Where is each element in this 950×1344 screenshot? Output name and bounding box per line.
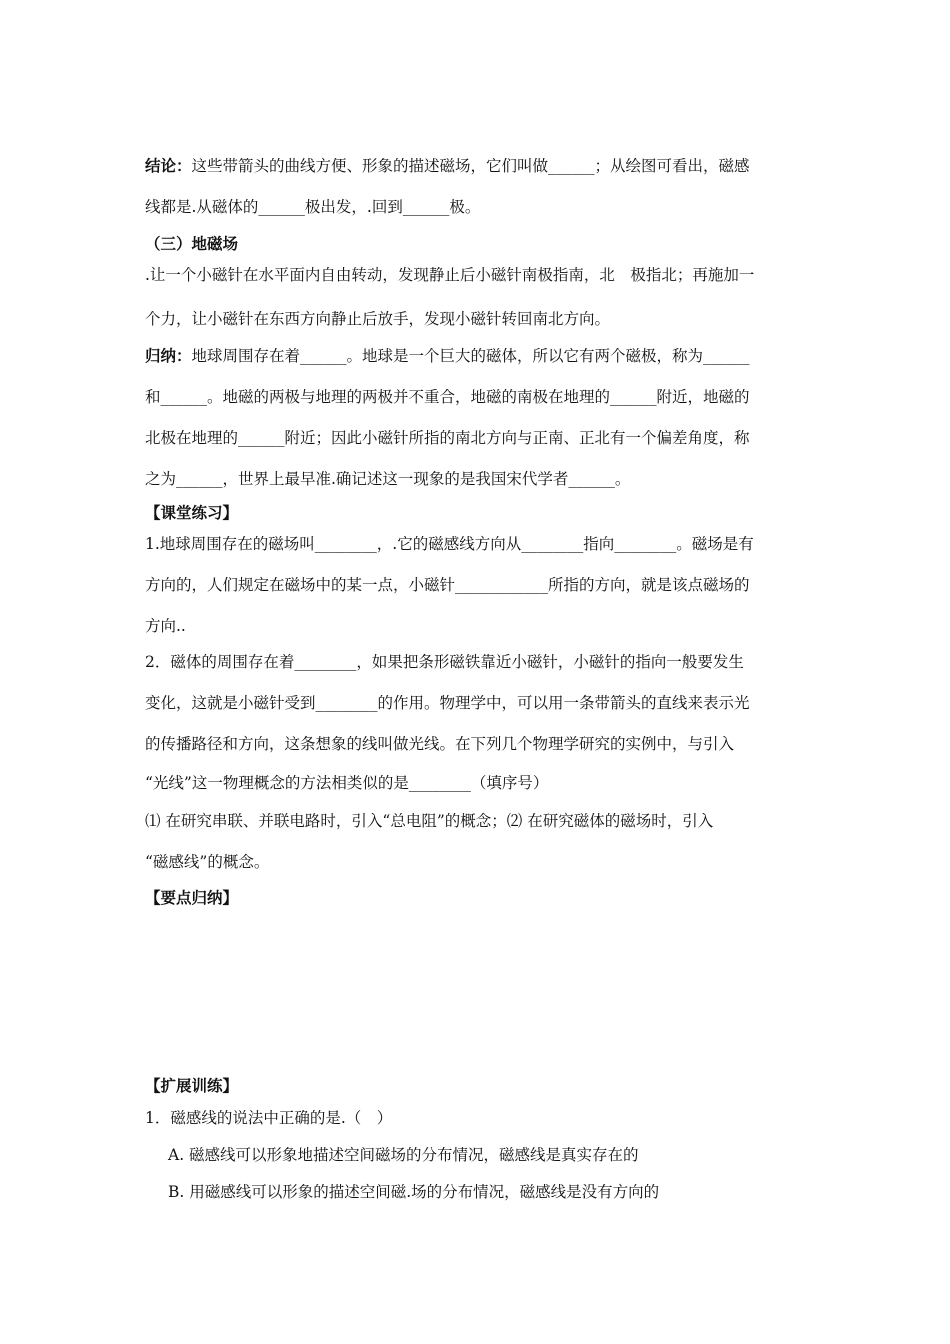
extension-q1-option-b: B. 用磁感线可以形象的描述空间磁.场的分布情况，磁感线是没有方向的 xyxy=(168,1183,660,1201)
induction-line-2: 和______。地磁的两极与地理的两极并不重合，地磁的南极在地理的______附近，地磁的 xyxy=(145,388,750,406)
induction-line-4: 之为______，世界上最早准.确记述这一现象的是我国宋代学者______。 xyxy=(145,470,631,488)
conclusion-label: 结论： xyxy=(145,157,192,175)
induction-line-1 xyxy=(145,346,750,366)
conclusion-text-1: 这些带箭头的曲线方便、形象的描述磁场，它们叫做______；从绘图可看出，磁感 xyxy=(191,157,750,175)
extension-q1-option-a: A. 磁感线可以形象地描述空间磁场的分布情况，磁感线是真实存在的 xyxy=(168,1146,639,1164)
classroom-q2-line-2: 变化，这就是小磁针受到________的作用。物理学中，可以用一条带箭头的直线来表示光 xyxy=(145,694,750,712)
induction-label: 归纳： xyxy=(145,347,192,365)
conclusion-line-2: 线都是.从磁体的______极出发，.回到______极。 xyxy=(145,198,481,216)
extension-training-heading: 【扩展训练】 xyxy=(145,1077,239,1095)
classroom-q1-line-1: 1.地球周围存在的磁场叫________，.它的磁感线方向从________指向________。磁场是有 xyxy=(145,535,754,553)
section3-paragraph-line-1: .让一个小磁针在水平面内自由转动，发现静止后小磁针南极指南，北 极指北；再施加一 xyxy=(145,266,755,284)
induction-text-1: 地球周围存在着______。地球是一个巨大的磁体，所以它有两个磁极，称为______ xyxy=(191,347,750,365)
extension-q1-stem: 1．磁感线的说法中正确的是.（ ） xyxy=(145,1109,393,1127)
section-heading-geomagnetic: （三）地磁场 xyxy=(145,235,239,253)
classroom-q1-line-3: 方向.. xyxy=(145,617,186,635)
classroom-q2-line-6: “磁感线”的概念。 xyxy=(145,853,270,871)
conclusion-line-1 xyxy=(145,156,750,176)
section3-paragraph-line-2: 个力，让小磁针在东西方向静止后放手，发现小磁针转回南北方向。 xyxy=(145,310,611,328)
classroom-q2-line-3: 的传播路径和方向，这条想象的线叫做光线。在下列几个物理学研究的实例中，与引入 xyxy=(145,735,735,753)
classroom-q2-line-4: “光线”这一物理概念的方法相类似的是________（填序号） xyxy=(145,774,549,792)
classroom-practice-heading: 【课堂练习】 xyxy=(145,504,239,522)
classroom-q1-line-2: 方向的，人们规定在磁场中的某一点，小磁针____________所指的方向，就是该点磁场的 xyxy=(145,576,750,594)
classroom-q2-line-5: ⑴ 在研究串联、并联电路时，引入“总电阻”的概念；⑵ 在研究磁体的磁场时，引入 xyxy=(145,812,714,830)
classroom-q2-line-1: 2．磁体的周围存在着________，如果把条形磁铁靠近小磁针，小磁针的指向一般要发生 xyxy=(145,653,744,671)
induction-line-3: 北极在地理的______附近；因此小磁针所指的南北方向与正南、正北有一个偏差角度，称 xyxy=(145,429,750,447)
key-points-heading: 【要点归纳】 xyxy=(145,889,239,907)
